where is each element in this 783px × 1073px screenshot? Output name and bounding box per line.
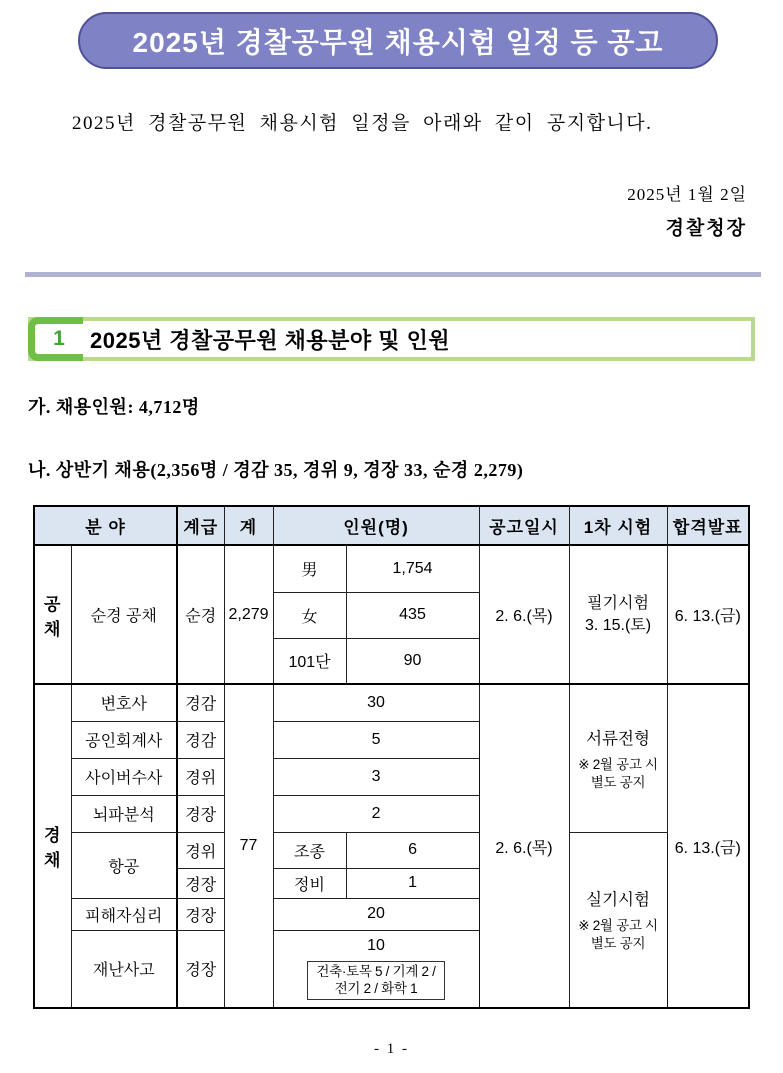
cell-count: 5 (273, 721, 479, 758)
section1-number: 1 (53, 327, 65, 350)
cell-count: 2 (273, 795, 479, 832)
cell-count: 3 (273, 758, 479, 795)
cell-rank: 경위 (177, 758, 224, 795)
document-title: 2025년 경찰공무원 채용시험 일정 등 공고 (132, 26, 664, 58)
cell-breakdown-label: 男 (273, 545, 346, 592)
cell-sub-label: 조종 (273, 832, 346, 868)
cell-rank: 경장 (177, 930, 224, 1008)
cell-field: 항공 (71, 832, 177, 898)
title-banner (78, 12, 718, 69)
table-row (34, 684, 749, 721)
cell-breakdown-value: 90 (346, 638, 479, 684)
cell-rank: 경감 (177, 684, 224, 721)
exam1-doc-title: 서류전형 (586, 729, 650, 748)
table-row (34, 545, 749, 592)
cell-gongchae-total: 2,279 (224, 545, 273, 684)
cell-breakdown-label: 101단 (273, 638, 346, 684)
exam1-line1: 필기시험 (587, 594, 649, 612)
count-detail-note-box: 건축·토목 5 / 기계 2 / 전기 2 / 화학 1 (307, 961, 444, 1000)
cell-field: 피해자심리 (71, 898, 177, 930)
cell-count: 1 (346, 868, 479, 898)
cell-breakdown-value: 435 (346, 592, 479, 638)
cell-gongchae-group: 공채 (34, 545, 71, 684)
header-announce-date: 공고일시 (479, 506, 569, 545)
cell-rank: 경장 (177, 898, 224, 930)
horizontal-divider (25, 272, 761, 277)
list-item-ga: 가. 채용인원: 4,712명 (28, 397, 200, 417)
cell-gongchae-exam1 (569, 545, 667, 684)
recruitment-table-container (33, 505, 750, 1009)
cell-exam1-document (569, 684, 667, 832)
page-number: - 1 - (374, 1041, 409, 1057)
cell-field: 사이버수사 (71, 758, 177, 795)
cell-field: 뇌파분석 (71, 795, 177, 832)
header-field: 분 야 (34, 506, 177, 545)
cell-field: 재난사고 (71, 930, 177, 1008)
cell-gyeongchae-announce: 2. 6.(목) (479, 684, 569, 1008)
cell-rank: 경장 (177, 868, 224, 898)
cell-gongchae-field: 순경 공채 (71, 545, 177, 684)
cell-gyeongchae-group: 경채 (34, 684, 71, 1008)
cell-rank: 경장 (177, 795, 224, 832)
cell-sub-label: 정비 (273, 868, 346, 898)
header-pass-announce: 합격발표 (667, 506, 749, 545)
header-count: 인원(명) (273, 506, 479, 545)
exam1-line2: 3. 15.(토) (584, 616, 652, 634)
cell-gyeongchae-pass: 6. 13.(금) (667, 684, 749, 1008)
cell-exam1-practical (569, 832, 667, 1008)
cell-rank: 경위 (177, 832, 224, 868)
cell-gongchae-announce: 2. 6.(목) (479, 545, 569, 684)
exam1-doc-note: ※ 2월 공고 시 별도 공지 (578, 756, 658, 790)
exam1-practical-title: 실기시험 (586, 891, 650, 910)
cell-gyeongchae-total: 77 (224, 684, 273, 1008)
cell-gongchae-pass: 6. 13.(금) (667, 545, 749, 684)
header-total: 계 (224, 506, 273, 545)
cell-field: 변호사 (71, 684, 177, 721)
cell-gongchae-rank: 순경 (177, 545, 224, 684)
recruitment-table (33, 505, 750, 1009)
list-item-na: 나. 상반기 채용(2,356명 / 경감 35, 경위 9, 경장 33, 순경 2,279) (28, 460, 524, 480)
announcement-date: 2025년 1월 2일 (627, 185, 747, 204)
cell-field: 공인회계사 (71, 721, 177, 758)
cell-count: 30 (273, 684, 479, 721)
table-row (34, 832, 749, 868)
exam1-practical-note: ※ 2월 공고 시 별도 공지 (578, 918, 658, 952)
cell-count-with-note (273, 930, 479, 1008)
intro-paragraph: 2025년 경찰공무원 채용시험 일정을 아래와 같이 공지합니다. (72, 113, 653, 134)
cell-count: 20 (273, 898, 479, 930)
cell-breakdown-value: 1,754 (346, 545, 479, 592)
cell-count: 10 (367, 936, 385, 954)
table-header-row (34, 506, 749, 545)
header-first-exam: 1차 시험 (569, 506, 667, 545)
cell-count: 6 (346, 832, 479, 868)
cell-rank: 경감 (177, 721, 224, 758)
section1-title: 2025년 경찰공무원 채용분야 및 인원 (90, 327, 451, 353)
header-rank: 계급 (177, 506, 224, 545)
cell-breakdown-label: 女 (273, 592, 346, 638)
section1-header (28, 317, 755, 361)
signer-title: 경찰청장 (665, 218, 747, 239)
